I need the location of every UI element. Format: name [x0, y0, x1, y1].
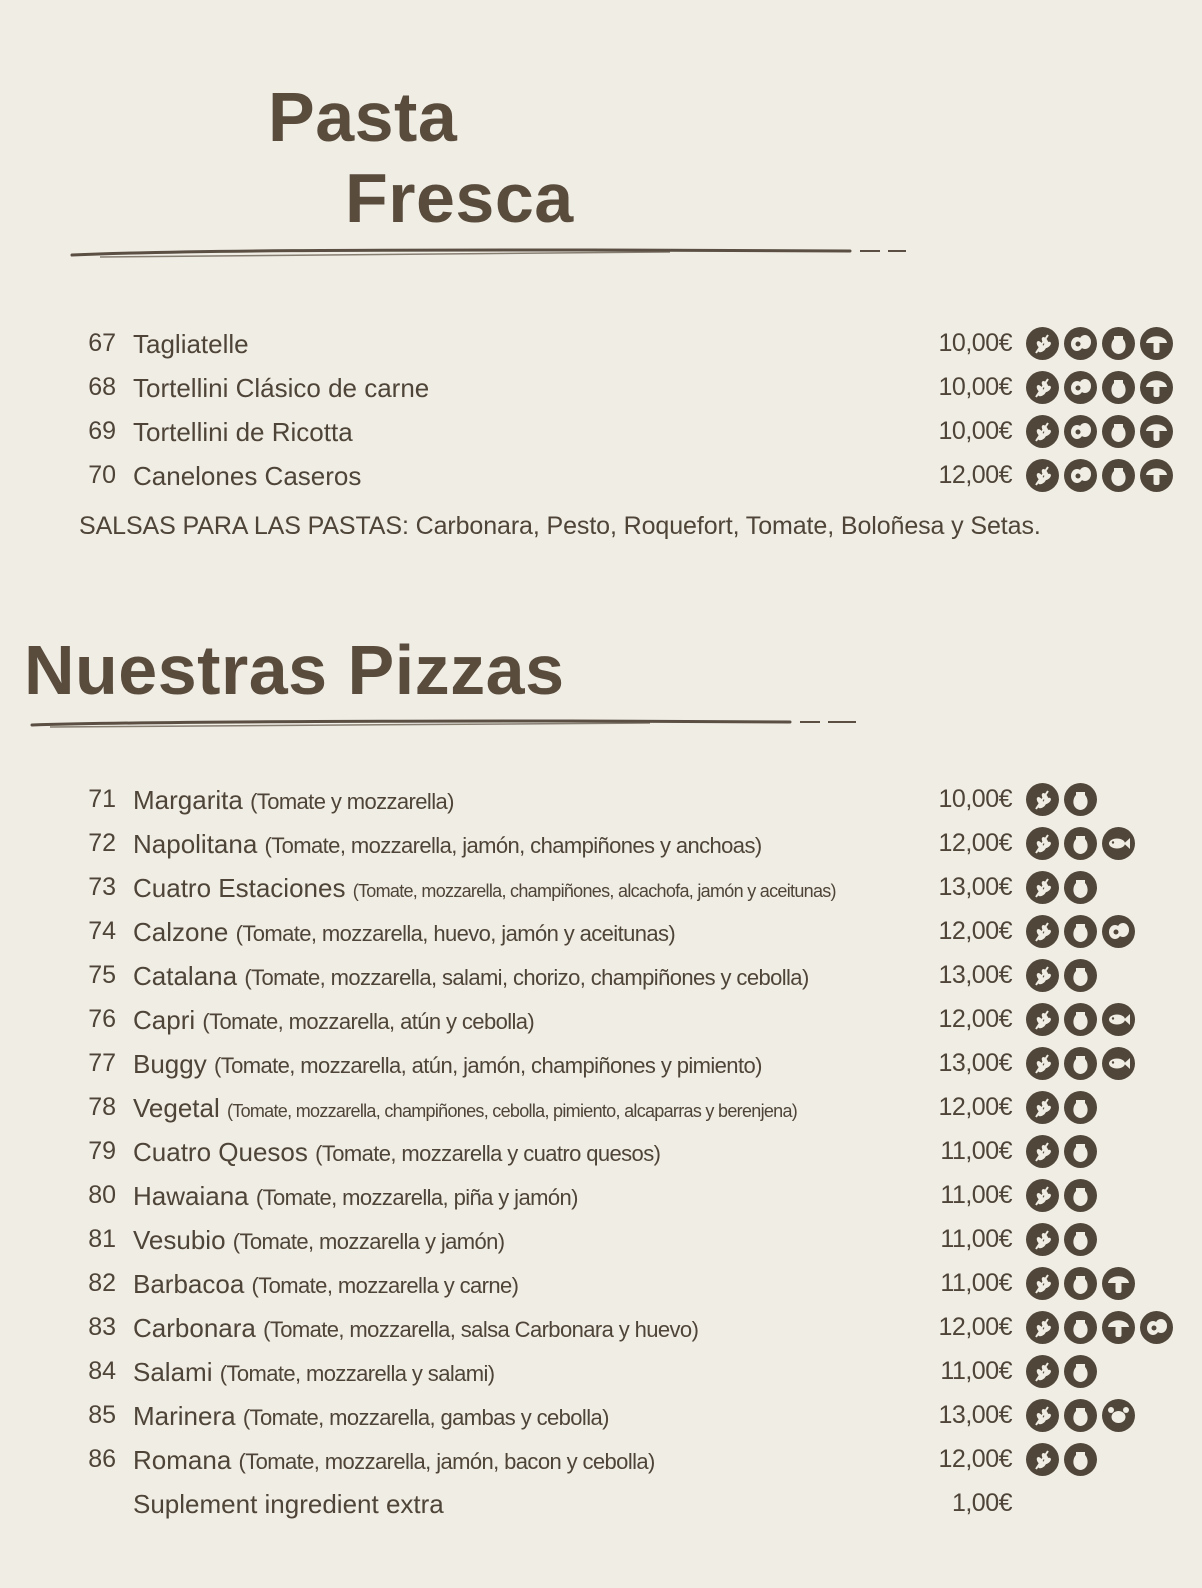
item-description: (Tomate, mozzarella, jamón, bacon y cebolla)	[238, 1449, 655, 1474]
item-name: Barbacoa	[133, 1269, 245, 1299]
item-name-line	[133, 1093, 797, 1124]
milk-allergen-icon	[1064, 915, 1097, 948]
menu-item-row	[0, 825, 1202, 865]
item-name: Capri	[133, 1005, 196, 1035]
item-name: Napolitana	[133, 829, 258, 859]
item-price: 12,00€	[938, 1093, 1012, 1121]
item-price: 12,00€	[938, 1005, 1012, 1033]
item-name: Carbonara	[133, 1313, 256, 1343]
item-price: 12,00€	[938, 917, 1012, 945]
pasta-sauces-note: SALSAS PARA LAS PASTAS: Carbonara, Pesto, Roquefort, Tomate, Boloñesa y Setas.	[79, 512, 1041, 540]
wheat-icon	[1026, 915, 1059, 948]
item-name-line	[133, 1269, 518, 1300]
pizzas-title: Nuestras Pizzas	[24, 631, 565, 709]
menu-item-row	[0, 1441, 1202, 1481]
item-description: (Tomate, mozzarella y carne)	[251, 1273, 519, 1298]
item-name-line	[133, 1181, 578, 1212]
menu-item-row	[0, 1045, 1202, 1085]
item-description: (Tomate, mozzarella, atún, jamón, champiñones y pimiento)	[213, 1053, 762, 1078]
item-name: Calzone	[133, 917, 229, 947]
mushroom-icon	[1140, 415, 1173, 448]
menu-item-row	[0, 1177, 1202, 1217]
menu-item-row	[0, 1265, 1202, 1305]
item-number: 80	[88, 1181, 116, 1209]
item-description: (Tomate, mozzarella, atún y cebolla)	[202, 1009, 535, 1034]
wheat-icon	[1026, 827, 1059, 860]
mushroom-icon	[1102, 1311, 1135, 1344]
item-price: 13,00€	[938, 873, 1012, 901]
item-price: 12,00€	[938, 461, 1012, 489]
item-number: 84	[88, 1357, 116, 1385]
milk-allergen-icon	[1102, 327, 1135, 360]
item-description: (Tomate, mozzarella, salsa Carbonara y huevo)	[263, 1317, 699, 1342]
item-name: Margarita	[133, 785, 243, 815]
item-name: Vesubio	[133, 1225, 226, 1255]
menu-item-row	[0, 1221, 1202, 1261]
item-price: 13,00€	[938, 1049, 1012, 1077]
item-number: 70	[88, 461, 116, 489]
wheat-icon	[1026, 1091, 1059, 1124]
item-name-line	[133, 829, 762, 860]
item-number: 69	[88, 417, 116, 445]
crustacean-icon	[1102, 1399, 1135, 1432]
wheat-icon	[1026, 1355, 1059, 1388]
item-number: 86	[88, 1445, 116, 1473]
wheat-icon	[1026, 871, 1059, 904]
item-description: (Tomate, mozzarella, jamón, champiñones y anchoas)	[264, 833, 762, 858]
milk-allergen-icon	[1064, 1135, 1097, 1168]
item-name: Marinera	[133, 1401, 236, 1431]
menu-item-row	[0, 1309, 1202, 1349]
item-description: (Tomate, mozzarella y cuatro quesos)	[315, 1141, 661, 1166]
egg-allergen-icon	[1064, 415, 1097, 448]
brush-divider	[30, 718, 870, 732]
milk-allergen-icon	[1064, 1267, 1097, 1300]
item-name-line	[133, 917, 675, 948]
item-name: Cuatro Estaciones	[133, 873, 346, 903]
item-number: 81	[88, 1225, 116, 1253]
brush-divider	[70, 244, 910, 262]
item-price: 12,00€	[938, 829, 1012, 857]
egg-allergen-icon	[1064, 371, 1097, 404]
milk-allergen-icon	[1064, 1355, 1097, 1388]
item-name: Salami	[133, 1357, 213, 1387]
wheat-icon	[1026, 415, 1059, 448]
wheat-icon	[1026, 1443, 1059, 1476]
menu-item-row	[0, 869, 1202, 909]
milk-allergen-icon	[1102, 459, 1135, 492]
milk-allergen-icon	[1064, 1003, 1097, 1036]
item-name-line	[133, 1489, 444, 1520]
item-number: 82	[88, 1269, 116, 1297]
item-name-line	[133, 461, 361, 492]
item-name-line	[133, 1357, 495, 1388]
item-number: 83	[88, 1313, 116, 1341]
item-name: Buggy	[133, 1049, 207, 1079]
menu-item-row	[0, 1001, 1202, 1041]
wheat-icon	[1026, 783, 1059, 816]
mushroom-icon	[1102, 1267, 1135, 1300]
wheat-icon	[1026, 1223, 1059, 1256]
mushroom-icon	[1140, 327, 1173, 360]
milk-allergen-icon	[1064, 1047, 1097, 1080]
item-description: (Tomate, mozzarella y jamón)	[232, 1229, 505, 1254]
item-number: 75	[88, 961, 116, 989]
item-name-line	[133, 1137, 660, 1168]
menu-item-row	[0, 457, 1202, 497]
item-number: 74	[88, 917, 116, 945]
menu-item-row	[0, 369, 1202, 409]
item-name-line	[133, 329, 249, 360]
item-number: 78	[88, 1093, 116, 1121]
egg-allergen-icon	[1140, 1311, 1173, 1344]
item-price: 13,00€	[938, 961, 1012, 989]
item-name: Romana	[133, 1445, 232, 1475]
item-name-line	[133, 373, 429, 404]
item-name-line	[133, 1445, 655, 1476]
item-name-line	[133, 873, 836, 904]
egg-allergen-icon	[1064, 327, 1097, 360]
item-name: Suplement ingredient extra	[133, 1489, 444, 1519]
item-price: 10,00€	[938, 785, 1012, 813]
wheat-icon	[1026, 1179, 1059, 1212]
item-name: Catalana	[133, 961, 238, 991]
item-description: (Tomate, mozzarella y salami)	[219, 1361, 495, 1386]
item-number: 79	[88, 1137, 116, 1165]
milk-allergen-icon	[1064, 1399, 1097, 1432]
item-price: 12,00€	[938, 1313, 1012, 1341]
item-name-line	[133, 961, 809, 992]
item-price: 11,00€	[940, 1269, 1012, 1297]
item-price: 11,00€	[940, 1357, 1012, 1385]
milk-allergen-icon	[1064, 1091, 1097, 1124]
item-price: 12,00€	[938, 1445, 1012, 1473]
menu-item-row	[0, 325, 1202, 365]
item-price: 11,00€	[940, 1225, 1012, 1253]
mushroom-icon	[1140, 459, 1173, 492]
milk-allergen-icon	[1064, 1311, 1097, 1344]
item-number: 71	[88, 785, 116, 813]
item-description: (Tomate, mozzarella, gambas y cebolla)	[242, 1405, 609, 1430]
fish-icon	[1102, 1047, 1135, 1080]
item-number: 68	[88, 373, 116, 401]
item-description: (Tomate, mozzarella, champiñones, alcachofa, jamón y aceitunas)	[352, 881, 836, 901]
milk-allergen-icon	[1064, 783, 1097, 816]
item-name: Vegetal	[133, 1093, 220, 1123]
milk-allergen-icon	[1064, 827, 1097, 860]
item-number: 72	[88, 829, 116, 857]
item-name-line	[133, 1049, 762, 1080]
wheat-icon	[1026, 1399, 1059, 1432]
egg-allergen-icon	[1102, 915, 1135, 948]
wheat-icon	[1026, 327, 1059, 360]
item-description: (Tomate, mozzarella, champiñones, cebolla, pimiento, alcaparras y berenjena)	[226, 1101, 798, 1121]
menu-item-row	[0, 781, 1202, 821]
item-number: 67	[88, 329, 116, 357]
item-name: Tortellini Clásico de carne	[133, 373, 430, 403]
wheat-icon	[1026, 1047, 1059, 1080]
item-description: (Tomate, mozzarella, piña y jamón)	[255, 1185, 578, 1210]
item-name-line	[133, 1005, 534, 1036]
milk-allergen-icon	[1064, 959, 1097, 992]
item-name: Tagliatelle	[133, 329, 249, 359]
item-price: 10,00€	[938, 329, 1012, 357]
menu-item-row	[0, 1397, 1202, 1437]
item-number: 73	[88, 873, 116, 901]
milk-allergen-icon	[1064, 1223, 1097, 1256]
item-description: (Tomate y mozzarella)	[250, 789, 454, 814]
item-number: 77	[88, 1049, 116, 1077]
egg-allergen-icon	[1064, 459, 1097, 492]
menu-item-row	[0, 1089, 1202, 1129]
menu-item-row	[0, 913, 1202, 953]
mushroom-icon	[1140, 371, 1173, 404]
item-name: Tortellini de Ricotta	[133, 417, 353, 447]
item-name-line	[133, 1401, 609, 1432]
item-price: 10,00€	[938, 373, 1012, 401]
item-price: 10,00€	[938, 417, 1012, 445]
item-name-line	[133, 417, 353, 448]
menu-item-row	[0, 1133, 1202, 1173]
item-name-line	[133, 1313, 698, 1344]
item-name: Cuatro Quesos	[133, 1137, 308, 1167]
milk-allergen-icon	[1064, 1179, 1097, 1212]
wheat-icon	[1026, 371, 1059, 404]
item-name: Canelones Caseros	[133, 461, 362, 491]
item-description: (Tomate, mozzarella, huevo, jamón y aceitunas)	[235, 921, 676, 946]
item-price: 11,00€	[940, 1181, 1012, 1209]
menu-item-row	[0, 957, 1202, 997]
fish-icon	[1102, 827, 1135, 860]
item-price: 11,00€	[940, 1137, 1012, 1165]
wheat-icon	[1026, 1311, 1059, 1344]
wheat-icon	[1026, 1003, 1059, 1036]
menu-item-row	[0, 413, 1202, 453]
milk-allergen-icon	[1102, 415, 1135, 448]
wheat-icon	[1026, 959, 1059, 992]
wheat-icon	[1026, 1267, 1059, 1300]
fish-icon	[1102, 1003, 1135, 1036]
wheat-icon	[1026, 459, 1059, 492]
item-price: 1,00€	[951, 1489, 1012, 1517]
milk-allergen-icon	[1064, 1443, 1097, 1476]
wheat-icon	[1026, 1135, 1059, 1168]
item-description: (Tomate, mozzarella, salami, chorizo, champiñones y cebolla)	[244, 965, 809, 990]
item-name: Hawaiana	[133, 1181, 249, 1211]
item-name-line	[133, 785, 454, 816]
item-number: 76	[88, 1005, 116, 1033]
pasta-title-line2: Fresca	[345, 159, 574, 237]
menu-item-row	[0, 1485, 1202, 1525]
item-price: 13,00€	[938, 1401, 1012, 1429]
pasta-title-line1: Pasta	[268, 78, 458, 156]
item-name-line	[133, 1225, 505, 1256]
milk-allergen-icon	[1102, 371, 1135, 404]
item-number: 85	[88, 1401, 116, 1429]
milk-allergen-icon	[1064, 871, 1097, 904]
menu-item-row	[0, 1353, 1202, 1393]
